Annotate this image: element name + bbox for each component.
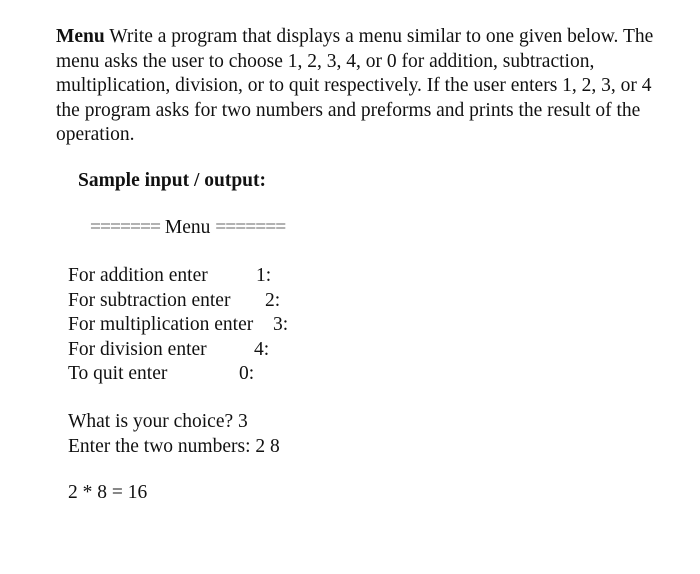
sample-heading: Sample input / output:: [78, 170, 267, 191]
menu-option-quit: [68, 362, 253, 387]
menu-rule-right: =======: [215, 217, 286, 238]
menu-option-label: For multiplication enter: [68, 314, 254, 335]
menu-option-label: For division enter: [68, 338, 207, 360]
menu-title: [90, 217, 285, 239]
problem-text: Write a program that displays a menu similar to one given below. The menu asks the user to choose 1, 2, 3, 4, or 0 for addition, subtraction, multiplication, division, or to quit respectively. If the user enters 1, 2, 3, or 4 the program asks for two numbers and preforms and prints the result of the operation.: [56, 26, 654, 145]
menu-option-subtraction: [68, 289, 281, 314]
menu-option-label: To quit enter: [68, 363, 168, 384]
menu-options: [68, 264, 289, 387]
menu-option-label: For subtraction enter: [68, 289, 231, 311]
menu-option-number: 2:: [265, 289, 281, 311]
numbers-prompt-line: Enter the two numbers: 2 8: [68, 435, 280, 457]
menu-option-label: For addition enter: [68, 265, 208, 286]
menu-option-number: 3:: [273, 314, 289, 335]
result-line: 2 * 8 = 16: [68, 482, 148, 503]
sample-dialog: [68, 410, 280, 459]
menu-title-text: Menu: [164, 217, 211, 238]
menu-rule-left: =======: [90, 217, 160, 238]
menu-option-number: 4:: [254, 338, 270, 360]
menu-option-division: [68, 338, 270, 363]
menu-option-number: 1:: [256, 265, 272, 286]
menu-option-multiplication: [68, 313, 289, 338]
choice-prompt-line: What is your choice? 3: [68, 411, 248, 432]
problem-description: [56, 25, 656, 148]
menu-option-number: 0:: [239, 363, 255, 384]
problem-title: Menu: [56, 26, 105, 47]
menu-option-addition: [68, 264, 272, 289]
